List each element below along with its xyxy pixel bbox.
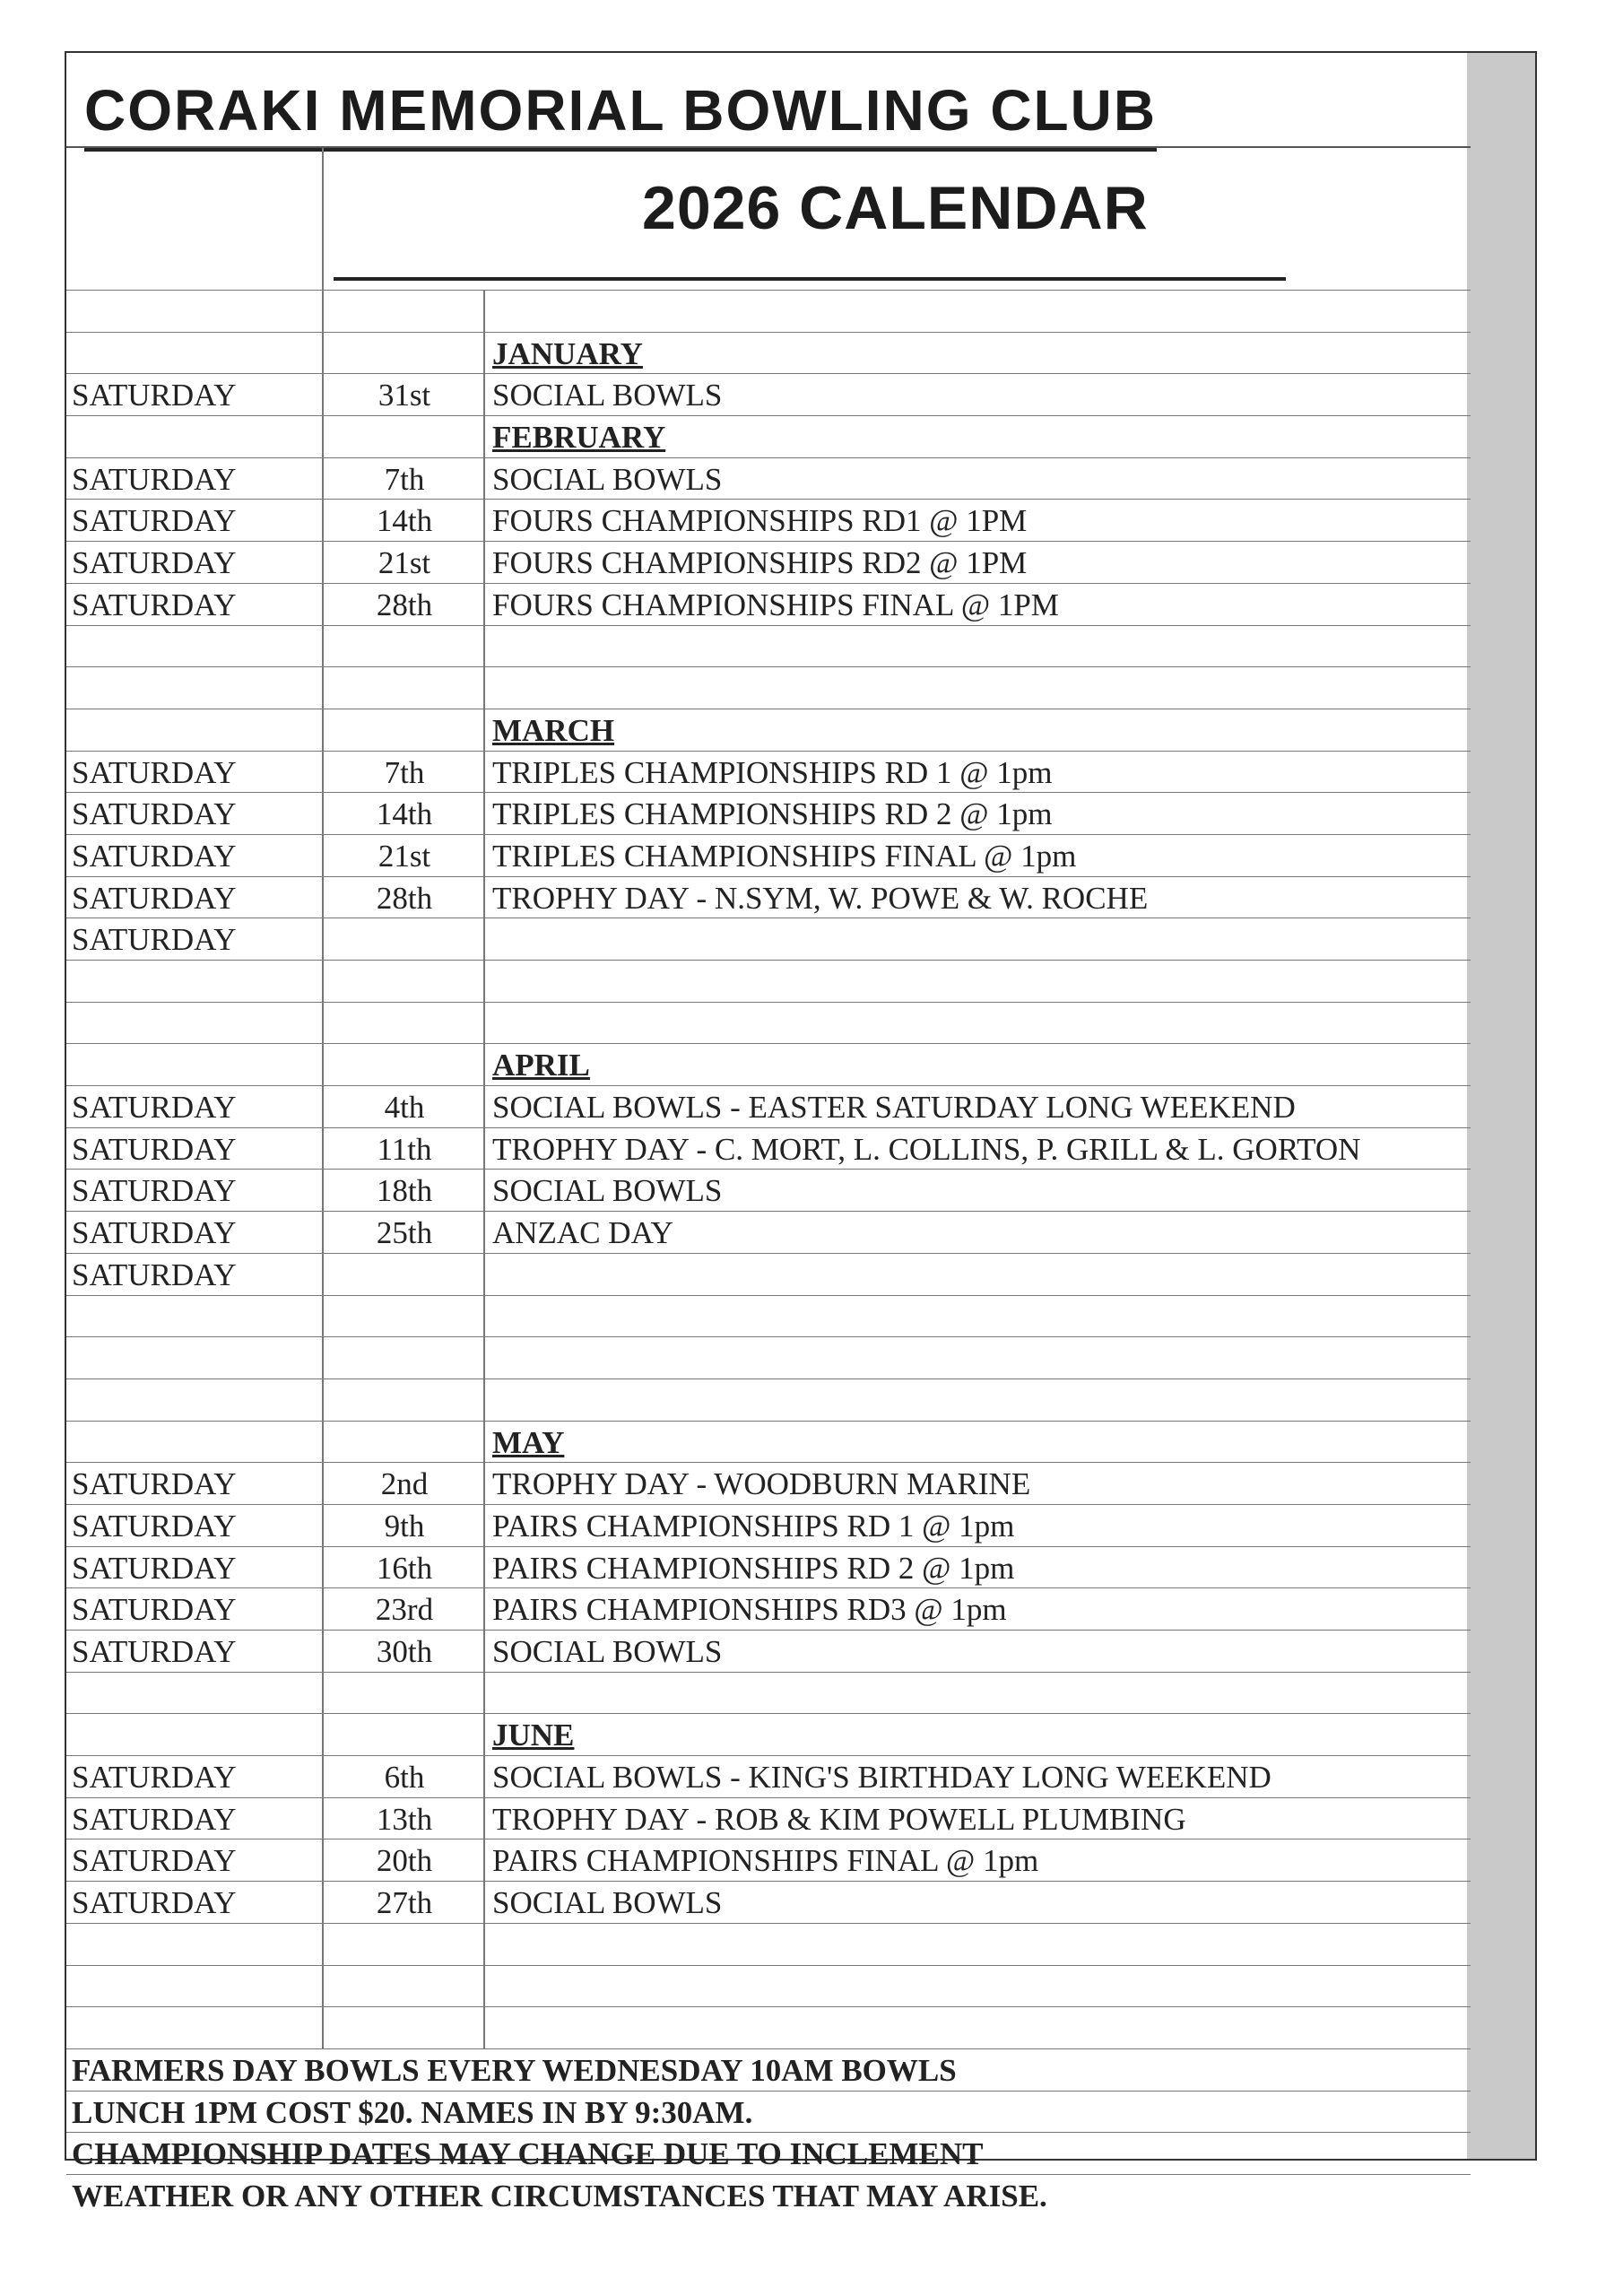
date-cell [322,1756,485,1797]
date-cell [322,1296,485,1337]
day-cell [66,584,322,625]
event-text: SOCIAL BOWLS - EASTER SATURDAY LONG WEEKEND [492,1090,1296,1126]
day-cell [66,1882,322,1923]
event-cell [483,1924,1471,1965]
day-cell [66,1254,322,1295]
event-cell [483,1714,1471,1755]
date-text: 14th [376,503,433,539]
day-cell [66,918,322,960]
event-text: PAIRS CHAMPIONSHIPS RD 2 @ 1pm [492,1550,1015,1586]
blank-row [66,1965,1471,2007]
day-cell [66,1966,322,2007]
event-cell [483,961,1471,1002]
event-cell [483,500,1471,541]
event-text: TROPHY DAY - N.SYM, W. POWE & W. ROCHE [492,880,1149,916]
month-header-row [66,415,1471,457]
day-cell [66,1924,322,1965]
date-text: 21st [378,545,431,581]
day-text: SATURDAY [72,1257,237,1292]
day-text: SATURDAY [72,1550,237,1586]
footer-note: WEATHER OR ANY OTHER CIRCUMSTANCES THAT MAY ARISE. [72,2178,1047,2213]
day-cell [66,709,322,751]
event-text: TROPHY DAY - ROB & KIM POWELL PLUMBING [492,1801,1186,1837]
event-cell [483,835,1471,876]
event-text: TRIPLES CHAMPIONSHIPS RD 1 @ 1pm [492,754,1053,790]
day-cell [66,416,322,457]
calendar-sheet [65,51,1537,2213]
date-cell [322,793,485,834]
event-row [66,541,1471,583]
event-cell [483,584,1471,625]
month-label: APRIL [492,1048,590,1083]
event-text: TROPHY DAY - WOODBURN MARINE [492,1466,1031,1502]
event-text: SOCIAL BOWLS [492,1634,723,1669]
event-cell [483,1966,1471,2007]
date-cell [322,1379,485,1421]
event-cell [483,1505,1471,1546]
title-underline [334,277,1286,281]
event-cell [483,1839,1471,1881]
month-label: FEBRUARY [492,420,666,456]
date-text: 11th [377,1131,432,1167]
day-cell [66,667,322,709]
event-row [66,1127,1471,1170]
event-cell [483,918,1471,960]
event-row [66,1169,1471,1211]
day-cell [66,877,322,918]
event-text: TROPHY DAY - C. MORT, L. COLLINS, P. GRILL & L. GORTON [492,1131,1361,1167]
day-text: SATURDAY [72,461,237,497]
day-text: SATURDAY [72,880,237,916]
day-text: SATURDAY [72,1215,237,1251]
footer-note-row [66,2048,1471,2091]
event-cell [483,709,1471,751]
day-cell [66,1422,322,1463]
calendar-title-row [66,148,1471,290]
day-text: SATURDAY [72,503,237,539]
column-divider [322,148,324,290]
event-cell [483,1170,1471,1211]
blank-row [66,1672,1471,1714]
date-cell [322,1128,485,1170]
event-cell [483,1588,1471,1630]
date-cell [322,416,485,457]
date-cell [322,1839,485,1881]
date-cell [322,961,485,1002]
event-row [66,876,1471,918]
date-text: 18th [376,1173,433,1209]
day-cell [66,1631,322,1672]
footer-note-row [66,2174,1471,2216]
day-cell [66,1379,322,1421]
date-text: 20th [376,1843,433,1879]
date-cell [322,1086,485,1127]
event-cell [483,1756,1471,1797]
event-text: SOCIAL BOWLS [492,378,723,413]
day-cell [66,1170,322,1211]
event-cell [483,542,1471,583]
day-text: SATURDAY [72,1592,237,1628]
event-cell [483,291,1471,332]
event-text: SOCIAL BOWLS [492,1173,723,1209]
day-cell [66,961,322,1002]
event-row [66,373,1471,415]
day-cell [66,1296,322,1337]
date-text: 2nd [380,1466,429,1502]
date-cell [322,584,485,625]
event-text: SOCIAL BOWLS - KING'S BIRTHDAY LONG WEEKEND [492,1760,1271,1796]
date-text: 21st [378,838,431,874]
date-cell [322,709,485,751]
date-text: 7th [384,461,425,497]
date-text: 25th [376,1215,433,1251]
event-cell [483,1379,1471,1421]
date-text: 28th [376,587,433,622]
day-cell [66,374,322,415]
day-cell [66,1212,322,1253]
event-text: TRIPLES CHAMPIONSHIPS RD 2 @ 1pm [492,796,1053,832]
event-cell [483,1547,1471,1588]
month-header-row [66,1043,1471,1085]
date-text: 9th [384,1508,425,1544]
event-text: PAIRS CHAMPIONSHIPS RD 1 @ 1pm [492,1508,1015,1544]
footer-note: LUNCH 1PM COST $20. NAMES IN BY 9:30AM. [72,2094,753,2130]
date-cell [322,333,485,374]
event-row [66,1211,1471,1253]
month-header-row [66,1713,1471,1755]
event-row [66,792,1471,834]
date-text: 6th [384,1760,425,1796]
date-cell [322,626,485,667]
day-cell [66,2007,322,2048]
event-row [66,1797,1471,1839]
event-cell [483,752,1471,793]
day-text: SATURDAY [72,1466,237,1502]
blank-row [66,625,1471,667]
event-row [66,918,1471,960]
event-cell [483,1296,1471,1337]
month-label: JANUARY [492,335,643,371]
blank-row [66,1923,1471,1965]
date-cell [322,667,485,709]
event-cell [483,793,1471,834]
date-cell [322,1714,485,1755]
event-row [66,1253,1471,1295]
day-text: SATURDAY [72,1508,237,1544]
day-cell [66,458,322,500]
date-text: 14th [376,796,433,832]
event-cell [483,1044,1471,1085]
day-text: SATURDAY [72,1843,237,1879]
footer-note-row [66,2091,1471,2133]
day-cell [66,1128,322,1170]
day-cell [66,1714,322,1755]
day-cell [66,1839,322,1881]
month-label: MARCH [492,712,615,748]
date-cell [322,374,485,415]
day-cell [66,835,322,876]
day-text: SATURDAY [72,545,237,581]
event-row [66,1839,1471,1881]
event-cell [483,1086,1471,1127]
date-cell [322,1798,485,1839]
calendar-title: 2026 CALENDAR [642,174,1149,242]
date-cell [322,1212,485,1253]
event-text: FOURS CHAMPIONSHIPS FINAL @ 1PM [492,587,1059,622]
day-cell [66,1588,322,1630]
date-cell [322,1882,485,1923]
blank-row [66,1295,1471,1337]
day-cell [66,1003,322,1044]
day-text: SATURDAY [72,1885,237,1921]
day-cell [66,333,322,374]
event-cell [483,877,1471,918]
blank-row [66,2006,1471,2048]
date-text: 31st [378,378,431,413]
date-cell [322,1588,485,1630]
date-text: 23rd [375,1592,434,1628]
event-row [66,1546,1471,1588]
event-text: FOURS CHAMPIONSHIPS RD1 @ 1PM [492,503,1028,539]
event-cell [483,1463,1471,1504]
month-label: MAY [492,1424,565,1460]
date-cell [322,1337,485,1378]
date-cell [322,1673,485,1714]
day-cell [66,1044,322,1085]
blank-row [66,290,1471,332]
event-text: SOCIAL BOWLS [492,1885,723,1921]
event-row [66,583,1471,625]
date-cell [322,1547,485,1588]
date-cell [322,1254,485,1295]
date-cell [322,1170,485,1211]
day-text: SATURDAY [72,1634,237,1669]
date-cell [322,1631,485,1672]
blank-row [66,1378,1471,1421]
event-text: SOCIAL BOWLS [492,461,723,497]
event-cell [483,1337,1471,1378]
event-row [66,1755,1471,1797]
event-cell [483,667,1471,709]
date-cell [322,835,485,876]
day-cell [66,1798,322,1839]
event-cell [483,1422,1471,1463]
event-cell [483,416,1471,457]
date-cell [322,918,485,960]
date-text: 30th [376,1634,433,1669]
day-cell [66,1756,322,1797]
date-text: 4th [384,1090,425,1126]
event-text: PAIRS CHAMPIONSHIPS FINAL @ 1pm [492,1843,1039,1879]
date-cell [322,1044,485,1085]
day-text: SATURDAY [72,838,237,874]
event-row [66,1630,1471,1672]
event-cell [483,1003,1471,1044]
blank-row [66,1336,1471,1378]
day-text: SATURDAY [72,1173,237,1209]
event-text: TRIPLES CHAMPIONSHIPS FINAL @ 1pm [492,838,1077,874]
date-cell [322,752,485,793]
day-text: SATURDAY [72,1801,237,1837]
date-cell [322,2007,485,2048]
event-row [66,1085,1471,1127]
date-cell [322,1463,485,1504]
day-cell [66,793,322,834]
day-cell [66,1337,322,1378]
date-cell [322,542,485,583]
month-header-row [66,332,1471,374]
date-cell [322,458,485,500]
event-cell [483,1882,1471,1923]
event-cell [483,1212,1471,1253]
event-text: ANZAC DAY [492,1215,673,1251]
event-row [66,457,1471,500]
day-text: SATURDAY [72,922,237,958]
event-row [66,1462,1471,1504]
day-text: SATURDAY [72,1131,237,1167]
day-cell [66,1463,322,1504]
event-row [66,1881,1471,1923]
event-row [66,1504,1471,1546]
date-text: 28th [376,880,433,916]
day-cell [66,1547,322,1588]
date-text: 13th [376,1801,433,1837]
date-cell [322,1505,485,1546]
club-name: CORAKI MEMORIAL BOWLING CLUB [84,73,1157,152]
month-header-row [66,709,1471,751]
event-text: PAIRS CHAMPIONSHIPS RD3 @ 1pm [492,1592,1007,1628]
blank-row [66,960,1471,1002]
day-text: SATURDAY [72,378,237,413]
day-cell [66,291,322,332]
footer-note: CHAMPIONSHIP DATES MAY CHANGE DUE TO INCLEMENT [72,2136,984,2172]
event-cell [483,1673,1471,1714]
event-cell [483,626,1471,667]
day-text: SATURDAY [72,1760,237,1796]
date-cell [322,1924,485,1965]
date-cell [322,877,485,918]
month-header-row [66,1421,1471,1463]
day-cell [66,752,322,793]
day-text: SATURDAY [72,587,237,622]
event-cell [483,333,1471,374]
date-cell [322,500,485,541]
month-label: JUNE [492,1718,575,1753]
event-cell [483,1254,1471,1295]
date-text: 16th [376,1550,433,1586]
footer-note-row [66,2132,1471,2174]
day-cell [66,1673,322,1714]
date-cell [322,1422,485,1463]
event-cell [483,1798,1471,1839]
event-cell [483,2007,1471,2048]
day-text: SATURDAY [72,754,237,790]
calendar-table [66,290,1471,2216]
event-row [66,499,1471,541]
blank-row [66,666,1471,709]
footer-note: FARMERS DAY BOWLS EVERY WEDNESDAY 10AM BOWLS [72,2052,957,2088]
day-cell [66,1505,322,1546]
side-shading [1467,53,1535,2159]
blank-row [66,1002,1471,1044]
event-text: FOURS CHAMPIONSHIPS RD2 @ 1PM [492,545,1028,581]
event-cell [483,458,1471,500]
day-text: SATURDAY [72,1090,237,1126]
day-cell [66,500,322,541]
event-cell [483,374,1471,415]
event-cell [483,1128,1471,1170]
event-row [66,834,1471,876]
day-cell [66,1086,322,1127]
date-cell [322,291,485,332]
event-row [66,751,1471,793]
day-text: SATURDAY [72,796,237,832]
date-cell [322,1003,485,1044]
day-cell [66,626,322,667]
day-cell [66,542,322,583]
date-text: 7th [384,754,425,790]
event-cell [483,1631,1471,1672]
date-cell [322,1966,485,2007]
event-row [66,1587,1471,1630]
date-text: 27th [376,1885,433,1921]
